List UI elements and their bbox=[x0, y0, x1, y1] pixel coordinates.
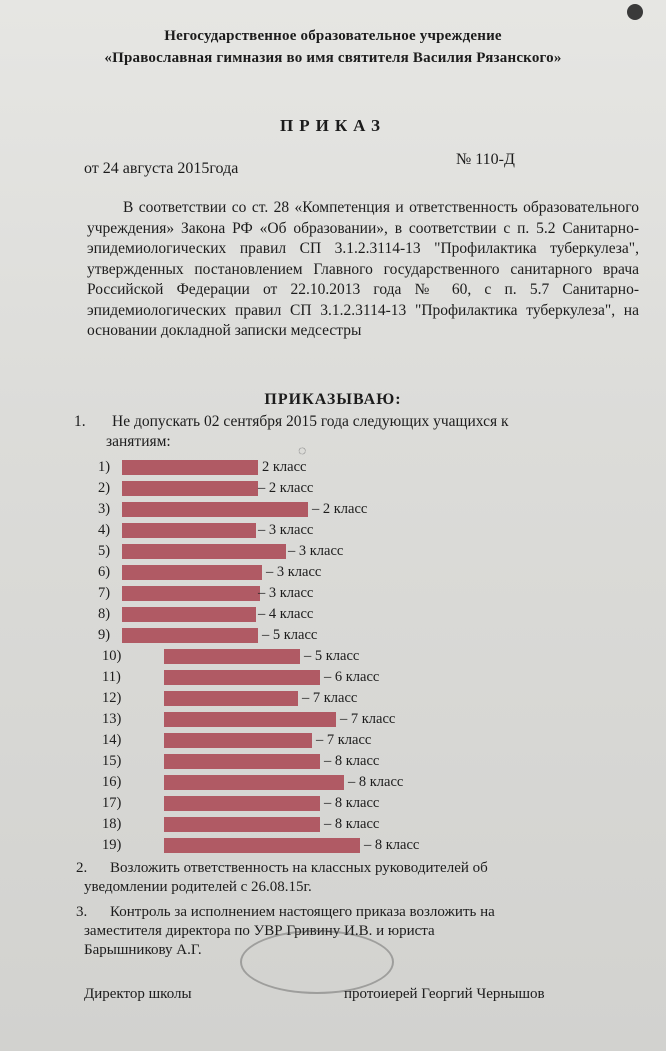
redaction-bar bbox=[122, 628, 258, 643]
student-class: – 7 класс bbox=[340, 711, 396, 727]
redaction-bar bbox=[164, 838, 360, 853]
redaction-bar bbox=[122, 565, 262, 580]
student-class: – 2 класс bbox=[258, 480, 314, 496]
corner-hole-mark bbox=[627, 4, 643, 20]
student-number: 12) bbox=[102, 690, 122, 706]
item-3-text-cont: заместителя директора по УВР Гривину И.В. и юриста bbox=[84, 923, 435, 939]
student-row bbox=[0, 520, 666, 540]
signature-title: Директор школы bbox=[84, 986, 192, 1002]
student-number: 14) bbox=[102, 732, 122, 748]
redaction-bar bbox=[164, 733, 312, 748]
student-class: – 8 класс bbox=[324, 753, 380, 769]
student-number: 4) bbox=[98, 522, 111, 538]
redaction-bar bbox=[122, 502, 308, 517]
student-row bbox=[0, 583, 666, 603]
student-row bbox=[0, 793, 666, 813]
student-row bbox=[0, 562, 666, 582]
student-number: 1) bbox=[98, 459, 111, 475]
student-number: 8) bbox=[98, 606, 111, 622]
student-class: – 5 класс bbox=[262, 627, 318, 643]
student-class: – 3 класс bbox=[258, 522, 314, 538]
student-row bbox=[0, 751, 666, 771]
student-number: 10) bbox=[102, 648, 122, 664]
student-number: 11) bbox=[102, 669, 121, 685]
preamble-paragraph bbox=[87, 198, 639, 342]
seal-stamp bbox=[240, 930, 394, 994]
student-class: – 7 класс bbox=[302, 690, 358, 706]
student-class: – 5 класс bbox=[304, 648, 360, 664]
student-number: 17) bbox=[102, 795, 122, 811]
redaction-bar bbox=[164, 796, 320, 811]
preamble-text: В соответствии со ст. 28 «Компетенция и ответственность образовательного учреждения» Закона РФ «Об образовании», в соответствии с п. 5.2 Санитарно-эпидемиологических правил СП 3.1.2.3114-13 "Профилактика туберкулеза", утвержденных постановлением Главного государственного санитарного врача Российской Федерации от 22.10.2013 года № 60, с п. 5.7 Санитарно-эпидемиологических правил СП 3.1.2.3114-13 "Профилактика туберкулеза", на основании докладной записки медсестры bbox=[87, 199, 639, 339]
student-class: – 8 класс bbox=[324, 795, 380, 811]
student-class: 2 класс bbox=[262, 459, 307, 475]
student-row bbox=[0, 646, 666, 666]
item-3-text-cont-2: Барышникову А.Г. bbox=[84, 942, 202, 958]
order-date: от 24 августа 2015года bbox=[84, 160, 239, 177]
redaction-bar bbox=[122, 607, 256, 622]
student-class: – 8 класс bbox=[348, 774, 404, 790]
student-number: 5) bbox=[98, 543, 111, 559]
student-number: 9) bbox=[98, 627, 111, 643]
student-number: 6) bbox=[98, 564, 111, 580]
student-number: 3) bbox=[98, 501, 111, 517]
student-class: – 8 класс bbox=[324, 816, 380, 832]
header-school-name: «Православная гимназия во имя святителя Василия Рязанского» bbox=[104, 50, 562, 66]
student-number: 18) bbox=[102, 816, 122, 832]
student-number: 19) bbox=[102, 837, 122, 853]
student-row bbox=[0, 478, 666, 498]
redaction-bar bbox=[122, 481, 258, 496]
cursor-mark-icon: ◌ bbox=[298, 444, 307, 459]
student-row bbox=[0, 730, 666, 750]
student-class: – 7 класс bbox=[316, 732, 372, 748]
order-item-1 bbox=[74, 412, 640, 452]
order-heading: ПРИКАЗЫВАЮ: bbox=[264, 391, 402, 408]
redaction-bar bbox=[164, 754, 320, 769]
student-class: – 3 класс bbox=[258, 585, 314, 601]
redaction-bar bbox=[164, 817, 320, 832]
redaction-bar bbox=[164, 649, 300, 664]
item-3-text: Контроль за исполнением настоящего приказа возложить на bbox=[110, 904, 495, 920]
student-row bbox=[0, 688, 666, 708]
student-row bbox=[0, 457, 666, 477]
student-row bbox=[0, 667, 666, 687]
student-row bbox=[0, 625, 666, 645]
redaction-bar bbox=[122, 523, 256, 538]
document-title: ПРИКАЗ bbox=[280, 116, 386, 135]
signature-name: протоиерей Георгий Чернышов bbox=[344, 986, 545, 1002]
redaction-bar bbox=[164, 712, 336, 727]
student-row bbox=[0, 499, 666, 519]
item-2-text: Возложить ответственность на классных руководителей об bbox=[110, 860, 488, 876]
student-row bbox=[0, 709, 666, 729]
item-1-text-cont: занятиям: bbox=[106, 433, 171, 450]
redaction-bar bbox=[122, 460, 258, 475]
student-class: – 3 класс bbox=[266, 564, 322, 580]
header-institution-line: Негосударственное образовательное учреждение bbox=[164, 28, 502, 44]
student-number: 7) bbox=[98, 585, 111, 601]
student-class: – 3 класс bbox=[288, 543, 344, 559]
student-row bbox=[0, 604, 666, 624]
student-row bbox=[0, 814, 666, 834]
student-row bbox=[0, 772, 666, 792]
student-class: – 4 класс bbox=[258, 606, 314, 622]
redaction-bar bbox=[164, 670, 320, 685]
student-number: 16) bbox=[102, 774, 122, 790]
redaction-bar bbox=[164, 775, 344, 790]
item-1-number: 1. bbox=[74, 413, 86, 430]
item-1-text: Не допускать 02 сентября 2015 года следующих учащихся к bbox=[112, 413, 509, 430]
redaction-bar bbox=[122, 544, 286, 559]
student-row bbox=[0, 835, 666, 855]
order-number: № 110-Д bbox=[456, 151, 515, 168]
student-class: – 6 класс bbox=[324, 669, 380, 685]
student-number: 2) bbox=[98, 480, 111, 496]
student-class: – 8 класс bbox=[364, 837, 420, 853]
student-class: – 2 класс bbox=[312, 501, 368, 517]
student-number: 13) bbox=[102, 711, 122, 727]
redaction-bar bbox=[122, 586, 260, 601]
redaction-bar bbox=[164, 691, 298, 706]
student-number: 15) bbox=[102, 753, 122, 769]
order-item-2 bbox=[76, 859, 638, 897]
student-row bbox=[0, 541, 666, 561]
item-2-number: 2. bbox=[76, 860, 88, 876]
item-3-number: 3. bbox=[76, 904, 88, 920]
item-2-text-cont: уведомлении родителей с 26.08.15г. bbox=[84, 879, 312, 895]
